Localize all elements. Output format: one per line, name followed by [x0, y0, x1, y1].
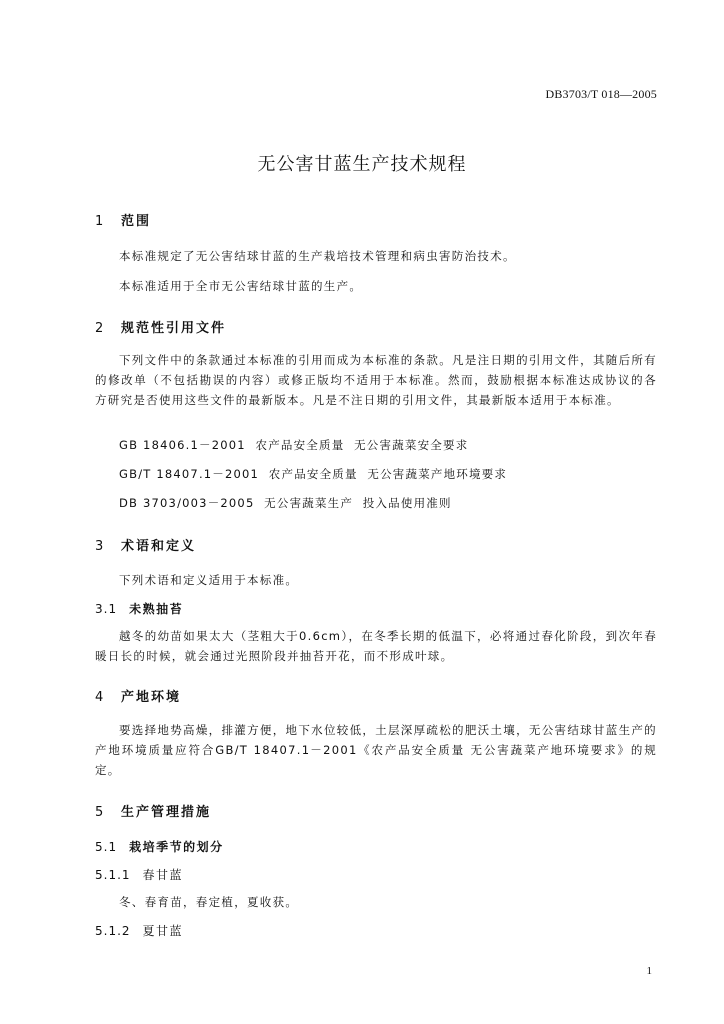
subsection-title: 未熟抽苔	[129, 602, 184, 616]
reference-1: GB 18406.1－2001 农产品安全质量 无公害蔬菜安全要求	[119, 438, 469, 452]
subsection-number: 5.1	[95, 840, 118, 854]
reference-2: GB/T 18407.1－2001 农产品安全质量 无公害蔬菜产地环境要求	[119, 467, 508, 481]
section-3-heading	[95, 535, 196, 554]
section-number: 2	[95, 321, 104, 336]
section-number: 1	[95, 214, 104, 229]
section-3-1-heading	[95, 600, 183, 617]
document-title: 无公害甘蓝生产技术规程	[257, 154, 467, 175]
subsection-number: 5.1.2	[95, 924, 131, 938]
subsection-number: 3.1	[95, 602, 118, 616]
section-number: 5	[95, 805, 104, 820]
section-1-paragraph-1: 本标准规定了无公害结球甘蓝的生产栽培技术管理和病虫害防治技术。	[119, 249, 516, 263]
section-1-heading	[95, 210, 151, 229]
section-title: 规范性引用文件	[121, 321, 227, 336]
section-2-paragraph: 下列文件中的条款通过本标准的引用而成为本标准的条款。凡是注日期的引用文件，其随后所有的修改单（不包括勘误的内容）或修正版均不适用于本标准。然而，鼓励根据本标准达成协议的各方研究是否使用这些文件的最新版本。凡是不注日期的引用文件，其最新版本适用于本标准。	[95, 353, 657, 407]
subsection-number: 5.1.1	[95, 868, 131, 882]
section-5-heading	[95, 801, 211, 820]
section-title: 产地环境	[121, 690, 182, 705]
section-4-heading	[95, 686, 181, 705]
section-number: 3	[95, 539, 104, 554]
section-title: 生产管理措施	[121, 805, 212, 820]
section-title: 范围	[121, 214, 152, 229]
standard-code: DB3703/T 018—2005	[545, 87, 657, 101]
subsection-title: 栽培季节的划分	[129, 840, 224, 854]
subsection-title: 夏甘蓝	[142, 924, 184, 938]
subsection-title: 春甘蓝	[142, 868, 184, 882]
section-4-paragraph: 要选择地势高燥，排灌方便，地下水位较低，土层深厚疏松的肥沃土壤，无公害结球甘蓝生产的产地环境质量应符合GB/T 18407.1－2001《农产品安全质量 无公害蔬菜产地环境要求》的规定。	[95, 723, 657, 777]
section-5-1-heading	[95, 838, 224, 855]
section-5-1-1-heading	[95, 866, 183, 883]
section-2-heading	[95, 317, 226, 336]
section-title: 术语和定义	[121, 539, 197, 554]
page-number: 1	[646, 965, 652, 977]
section-5-1-2-heading	[95, 922, 183, 939]
section-1-paragraph-2: 本标准适用于全市无公害结球甘蓝的生产。	[119, 279, 363, 293]
section-5-1-1-paragraph: 冬、春育苗，春定植，夏收获。	[119, 895, 299, 909]
section-number: 4	[95, 690, 104, 705]
section-3-paragraph: 下列术语和定义适用于本标准。	[119, 573, 299, 587]
section-3-1-paragraph: 越冬的幼苗如果太大（茎粗大于0.6cm），在冬季长期的低温下，必将通过春化阶段，到次年春暖日长的时候，就会通过光照阶段并抽苔开花，而不形成叶球。	[95, 629, 657, 663]
reference-3: DB 3703/003－2005 无公害蔬菜生产 投入品使用准则	[119, 496, 452, 510]
